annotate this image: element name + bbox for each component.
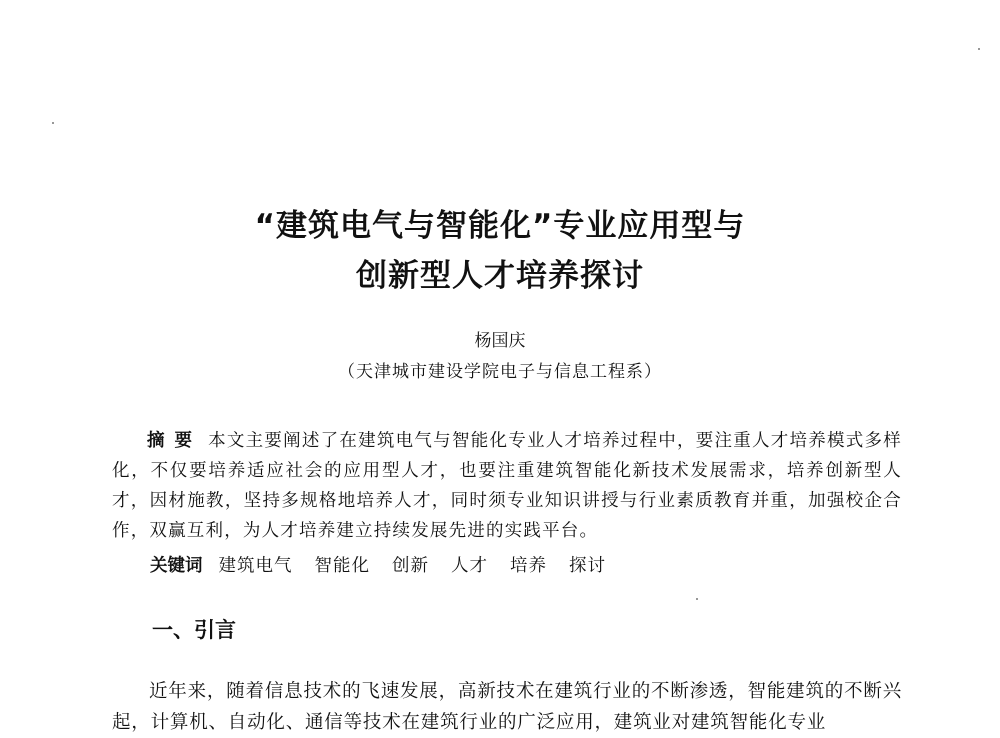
abstract-text: 本文主要阐述了在建筑电气与智能化专业人才培养过程中，要注重人才培养模式多样化，不仅要培养适应社会的应用型人才，也要注重建筑智能化新技术发展需求，培养创新型人才，因材施教，坚持多规格地培养人才，同时须专业知识讲授与行业素质教育并重，加强校企合作，双赢互利，为人才培养建立持续发展先进的实践平台。 — [112, 431, 903, 541]
keyword: 探讨 — [569, 556, 606, 576]
introduction-paragraph: 近年来，随着信息技术的飞速发展，高新技术在建筑行业的不断渗透，智能建筑的不断兴起，计算机、自动化、通信等技术在建筑行业的广泛应用，建筑业对建筑智能化专业 — [112, 681, 902, 733]
keyword: 智能化 — [314, 556, 370, 576]
keywords-label: 关键词 — [150, 556, 203, 576]
paper-title-line-2: 创新型人才培养探讨 — [356, 258, 644, 294]
abstract-label: 摘要 — [147, 431, 203, 451]
keyword: 人才 — [451, 556, 488, 576]
paper-title-line-1: “建筑电气与智能化”专业应用型与 — [254, 208, 746, 244]
keyword: 建筑电气 — [218, 556, 293, 576]
scan-speck — [52, 122, 54, 124]
keywords — [150, 551, 910, 581]
keyword: 创新 — [392, 556, 429, 576]
scan-speck — [978, 48, 980, 50]
author-name: 杨国庆 — [474, 331, 526, 351]
section-heading-introduction: 一、引言 — [152, 618, 236, 642]
author-affiliation: （天津城市建设学院电子与信息工程系） — [338, 362, 662, 382]
abstract — [112, 426, 902, 546]
scan-speck — [696, 598, 698, 600]
keyword: 培养 — [510, 556, 547, 576]
